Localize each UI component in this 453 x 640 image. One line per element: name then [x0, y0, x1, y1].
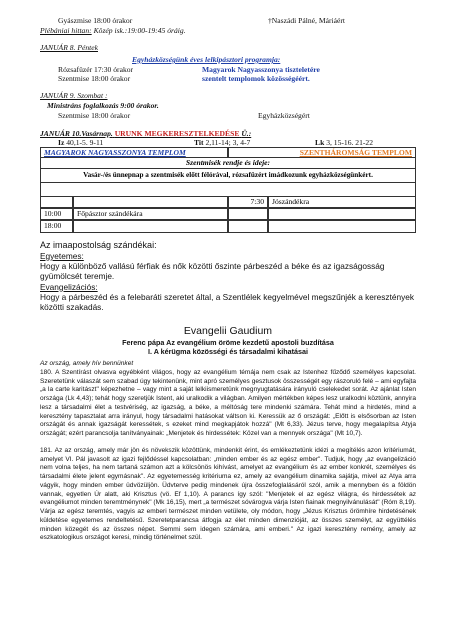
bible-hour-line: Plébániai hittan: Közép isk.:19:00-19:45 óráig.	[40, 26, 186, 35]
intentions-title: Az imaapostolság szándékai:	[40, 240, 157, 250]
table-row-time	[40, 196, 73, 208]
mass-order-title: Szentmisék rendje és ideje:	[40, 158, 416, 169]
reading-1: Iz 40,1-5. 9-11	[58, 138, 104, 147]
jan9-heading: JANUÁR 9. Szombat :	[40, 91, 108, 100]
ministrant-line: Ministráns foglalkozás 9:00 órakor.	[47, 101, 159, 110]
rosary-time: Rózsafüzér 17:30 órakor	[58, 65, 134, 74]
table-row-intention-right	[268, 220, 416, 233]
jan10-heading: JANUÁR 10.Vasárnap. URUNK MEGKERESZTELKEDÉSE Ü.:	[40, 129, 252, 138]
table-row-intention-right: Jószándékra	[268, 196, 416, 208]
prayer-intentions	[40, 239, 416, 312]
table-row-intention-right	[268, 208, 416, 220]
table-row-intention	[73, 196, 228, 208]
article-header	[40, 325, 416, 356]
jan9-mass-intention: Egyházközségért	[258, 111, 310, 120]
article-lead: Az ország, amely hív bennünket	[40, 360, 134, 367]
funeral-mass-line: Gyászmise 18:00 órakor	[58, 16, 133, 25]
article-title: Evangelii Gaudium	[183, 325, 273, 337]
article-paragraph: 180. A Szentírást olvasva egyébként világos, hogy az evangélium témája nem csak az Istenhez fűződő személyes kapcsolat. Szeretetünk válaszát sem szabad úgy tekintenünk, mint apró személyes gesztusok összességét egy rászoruló felé – ami egyfajta „a la carte karitászt" képezhetne – vagy mint a saját lelkiismeretünk megnyugtatására irányuló cselekedet sorát. Az ajánlat Isten országa (Lk 4,43); tehát hogy szeretjük Istent, aki uralkodik a világban. Amilyen mértékben képes lesz uralkodni köztünk, annyira lesz a társadalmi élet a testvériség, az igazság, a béke, a méltóság tere mindenki számára. Tehát mind a hirdetés, mind a keresztény tapasztalat arra irányul, hogy társadalmi hatásokat váltson ki. Keressük az ő országát: „Előtt is elsősorban az Isten országát és annak igazságát keressétek, s ezeket mind megkapjátok hozzá" (Mt 6,33). Jézus terve, hogy megalapítsa Atyja országát; ezért parancsolja tanítványainak: „Menjetek és hirdessétek: Közel van a mennyek országa" (Mt 10,7).	[40, 368, 416, 437]
article-paragraph: 181. Az az ország, amely már jön és növekszik közöttünk, mindenkit érint, és emlékeztetünk idézi a megítélés azon kritériumát, amelyet VI. Pál javasolt az igazi fejlődéssel kapcsolatban: „minden ember és az egész ember". Tudjuk, hogy „az evangelizáció nem volna teljes, ha nem tartaná számon azt a kölcsönös kihívást, amelyet az evangélium és az ember konkrét, személyes és társadalmi élete jelent egymásnak". Az egyetemesség kritériuma ez, amely az evangélium dinamika sajátja, mivel az Atya arra vágyik, hogy minden ember üdvözüljön. Üdvterve pedig mindenek újra összefoglalásáról szól, amik a mennyben és a földön vannak, egyetlen Úr alatt, aki Krisztus (vö. Ef 1,10). A parancs így szól: "Menjetek el az egész világra, és hirdessétek az evangéliumot minden teremtménynek" (Mk 16,15), mert „a természet sóvárogva várja Isten fiainak megnyilvánulását" (Róm 8,19). Várja az egész teremtés, vagyis az emberi természet minden vetülete, oly módon, hogy „Jézus Krisztus örömhíre hirdetésének küldetése egyetemes rendeltetésű. Szeretetparancsa átfogja az élet minden dimenzióját, az összes személyt, az együttélés minden közegét és az összes népet. Semmi sem idegen számára, ami emberi." Az igazi keresztény remény, amely az eszkatologikus országot keresi, mindig történelmet szül.	[40, 446, 416, 542]
table-row-intention	[73, 220, 228, 233]
rosary-intention: Magyarok Nagyasszonya tiszteletére	[202, 65, 320, 74]
feast-name: URUNK MEGKERESZTELKEDÉSE	[114, 129, 240, 138]
reading-3: Lk 3, 15-16. 21-22	[315, 138, 374, 147]
evangel-intention-text: Hogy a párbeszéd és a felebaráti szeretet által, a Szentlélek kegyelmével megszűnjék a keresztények közötti szakadás.	[40, 291, 415, 313]
general-intention-label: Egyetemes:	[40, 251, 84, 261]
reading-2: Tit 2,11-14; 3, 4-7	[194, 138, 251, 147]
mass-time: Szentmise 18:00 órakor	[58, 74, 131, 83]
table-row-time-right: 7:30	[228, 196, 268, 208]
article-subtitle: Ferenc pápa Az evangélium öröme kezdetű apostoli buzdítása	[122, 338, 334, 347]
article-body	[40, 360, 416, 543]
mass-table-note: Vasár-/és ünnepnap a szentmisék előtt félórával, rózsafüzért imádkozunk egyházközségünkért.	[40, 169, 416, 183]
table-row-intention: Főpásztor szándékára	[73, 208, 228, 220]
mass-intention: szentelt templomok közösségéért.	[202, 74, 310, 83]
article-section: I. A kérügma közösségi és társadalmi kihatásai	[147, 347, 309, 356]
jan8-heading: JANUÁR 8. Péntek	[40, 43, 98, 52]
program-title: Egyházközségünk éves lelkipásztori programja:	[132, 55, 281, 64]
church-left-header: MAGYAROK NAGYASSZONYA TEMPLOM	[40, 147, 228, 158]
church-right-header: SZENTHÁROMSÁG TEMPLOM	[228, 147, 416, 158]
evangel-intention-label: Evangelizációs:	[40, 281, 98, 292]
jan9-mass-time: Szentmise 18:00 órakor	[58, 111, 131, 120]
table-row-time-right	[228, 220, 268, 233]
table-row-time: 10:00	[40, 208, 73, 220]
table-row-time: 18:00	[40, 220, 73, 233]
table-row-time-right	[228, 208, 268, 220]
general-intention-text: Hogy a különböző vallású férfiak és nők közötti őszinte párbeszéd a béke és az igazságosság gyümölcsét teremje.	[40, 261, 385, 282]
funeral-intention: †Naszádi Pálné, Máriáért	[268, 16, 345, 25]
